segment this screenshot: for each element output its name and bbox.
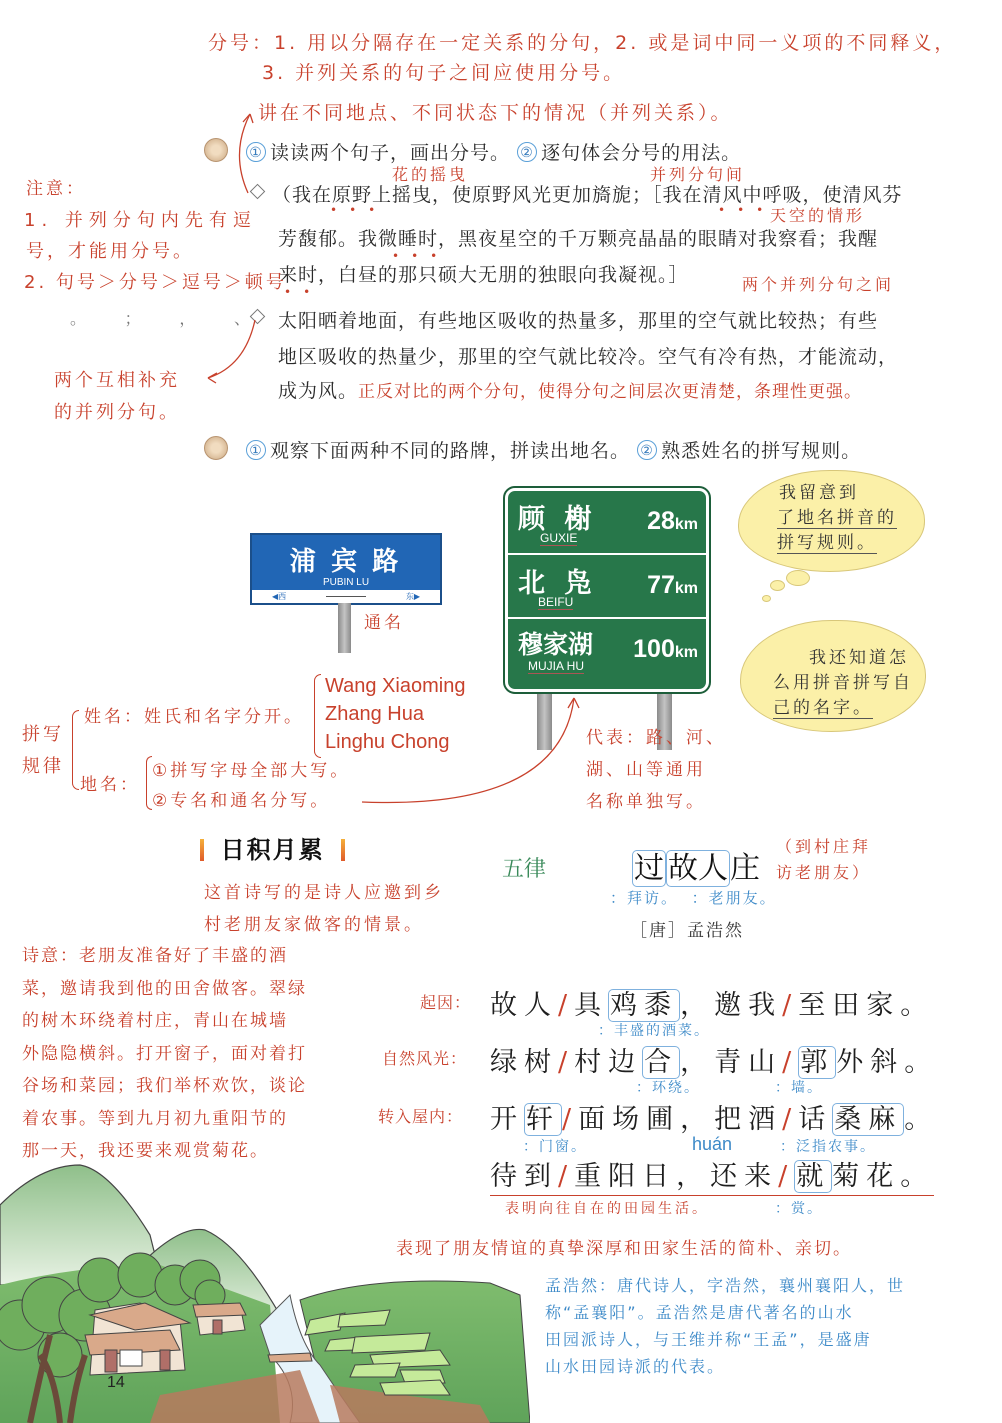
- gloss-red: 表明向往自在的田园生活。: [505, 1201, 709, 1217]
- highway-sign-row: 北 凫 BEIFU 77km: [508, 555, 706, 619]
- highway-sign: [505, 488, 709, 692]
- poem-line: 故人/具鸡黍，邀我/至田家。: [490, 990, 935, 1021]
- street-name: 浦 宾 路: [289, 546, 403, 576]
- name-examples: Wang Xiaoming Zhang Hua Linghu Chong: [325, 675, 466, 753]
- gloss: ：泛指农事。: [780, 1139, 876, 1155]
- poem-title: 过 故人庄: [634, 851, 760, 886]
- exercise-badge-icon: [204, 436, 228, 460]
- thought-cloud: 我还知道怎 么用拼音拼写自 己的名字。: [740, 620, 926, 732]
- thought-bubble: [762, 595, 771, 602]
- author-bio: 孟浩然：唐代诗人，字浩然，襄州襄阳人，世 称“孟襄阳”。孟浩然是唐代著名的山水 田园派诗人，与王维并称“王孟”，是盛唐 山水田园诗派的代表。: [545, 1276, 906, 1376]
- place-rule1: ①拼写字母全部大写。: [152, 761, 351, 781]
- gloss: ：墙。: [775, 1080, 823, 1096]
- line-label: 自然风光：: [382, 1049, 468, 1068]
- annotation-sky: 天空的情形: [770, 206, 866, 225]
- complement-note-line2: 的并列分句。: [54, 402, 180, 423]
- poem-intro-line2: 村老朋友家做客的情景。: [204, 915, 424, 935]
- title-note: （到村庄拜 访老朋友）: [776, 837, 872, 882]
- highway-sign-row: 穆家湖 MUJIA HU 100km: [518, 631, 698, 673]
- place-rule2: ②专名和通名分写。: [152, 791, 331, 811]
- sentence1-line2: 芳馥郁。我微睡时，黑夜星空的千万颗亮晶晶的眼睛对我察看；我醒: [278, 228, 879, 250]
- exercise-badge-icon: [204, 138, 228, 162]
- attention-item1-line2: 号，才能用分号。: [26, 241, 194, 262]
- sign-pole: [338, 603, 351, 653]
- attention-item1-line1: 1. 并列分句内先有逗: [24, 210, 257, 231]
- annotation-common-name: 通名: [364, 613, 404, 633]
- sentence2-line2: 地区吸收的热量少，那里的空气就比较冷。空气有冷有热，才能流动，: [278, 346, 899, 368]
- poem-line: 开轩/面场圃，把酒/话桑麻。: [490, 1104, 939, 1135]
- page-number: 14: [107, 1374, 125, 1391]
- sentence1-line3: 来时，白昼的那只硕大无朋的独眼向我凝视。］: [278, 264, 689, 286]
- emphasis-dots: •••: [392, 249, 450, 263]
- thought-bubble: [786, 570, 810, 586]
- village-landscape-illustration: [0, 1155, 530, 1423]
- instruction-text: 读读两个句子，画出分号。: [270, 142, 511, 164]
- step-number: ①: [246, 142, 266, 162]
- annotation-between-clauses: 并列分句间: [650, 165, 746, 184]
- highway-sign-row: 顾 榭 GUXIE 28km: [508, 491, 706, 555]
- poem-form: 五律: [502, 857, 547, 882]
- step-number: ②: [517, 142, 537, 162]
- poem-summary: 表现了朋友情谊的真挚深厚和田家生活的简朴、亲切。: [396, 1239, 852, 1259]
- semicolon-definition-line1: 分号：1. 用以分隔存在一定关系的分句，2. 或是词中同一义项的不同释义，: [208, 32, 957, 54]
- title-bar-decoration: [341, 839, 345, 861]
- attention-title: 注意：: [26, 179, 86, 199]
- annotation-flower-sway: 花的摇曳: [392, 165, 469, 184]
- title-gloss: ：拜访。 ：老朋友。: [610, 889, 777, 907]
- parallel-relation-note: 讲在不同地点、不同状态下的情况（并列关系）。: [258, 102, 733, 124]
- gloss: ：环绕。: [636, 1080, 700, 1096]
- thought-bubble: [770, 580, 785, 591]
- spelling-rules-title-line2: 规律: [22, 756, 64, 777]
- pinyin-annotation: huán: [692, 1134, 733, 1154]
- gloss: ：赏。: [775, 1201, 823, 1217]
- gloss: ：门窗。: [523, 1139, 587, 1155]
- exercise1-instruction: [246, 138, 741, 165]
- punctuation-row: 。 ； ， 、: [70, 309, 250, 328]
- poem-author: ［唐］孟浩然: [630, 921, 744, 941]
- poem-line: 绿树/村边合，青山/郭外斜。: [490, 1047, 939, 1078]
- street-sign: [250, 533, 442, 605]
- complement-note-line1: 两个互相补充: [54, 370, 180, 391]
- sentence1-line1: （我在原野上摇曳，使原野风光更加旖旎；［我在清风中呼吸，使清风芬: [272, 184, 903, 206]
- instruction-text: 逐句体会分号的用法。: [541, 142, 742, 164]
- poem-intro-line1: 这首诗写的是诗人应邀到乡: [204, 883, 444, 903]
- curved-arrow-icon: [360, 690, 590, 810]
- annotation-two-clauses: 两个并列分句之间: [742, 275, 895, 294]
- place-label: 地名：: [80, 775, 140, 795]
- emphasis-dots: ••: [284, 285, 323, 299]
- contrast-note: 正反对比的两个分句，使得分句之间层次更清楚，条理性更强。: [358, 382, 863, 402]
- emphasis-dots: •••: [330, 203, 388, 217]
- exercise2-instruction: ① 观察下面两种不同的路牌，拼读出地名。 ② 熟悉姓名的拼写规则。: [246, 436, 861, 463]
- represent-note: 代表：路、河、 湖、山等通用 名称单独写。: [586, 728, 726, 812]
- poem-line: 待到/重阳日，还来/就菊花。: [490, 1154, 934, 1196]
- street-pinyin: PUBIN LU: [322, 577, 370, 588]
- semicolon-definition-line2: 3. 并列关系的句子之间应使用分号。: [262, 62, 626, 84]
- spelling-rules-title-line1: 拼写: [22, 724, 64, 745]
- gloss: ：丰盛的酒菜。: [598, 1023, 710, 1039]
- curved-arrow-icon: [200, 318, 260, 388]
- direction-strip: ◀西 东▶: [252, 590, 440, 603]
- poem-meaning: 诗意：老朋友准备好了丰盛的酒 菜，邀请我到他的田舍做客。翠绿 的树木环绕着村庄，青山在城墙 外隐隐横斜。打开窗子，面对着打 谷场和菜园；我们举杯欢饮，谈论 着农事。等到九月初九重阳节的 那一天，我还要来观赏菊花。: [22, 946, 307, 1161]
- brace: [72, 710, 79, 790]
- attention-item2: 2. 句号＞分号＞逗号＞顿号: [24, 272, 287, 293]
- line-label: 转入屋内：: [378, 1107, 464, 1126]
- name-rule: 姓名：姓氏和名字分开。: [84, 707, 304, 727]
- title-bar-decoration: [200, 839, 204, 861]
- brace: [314, 674, 321, 758]
- line-label: 起因：: [420, 993, 472, 1012]
- sentence2-line1: 太阳晒着地面，有些地区吸收的热量多，那里的空气就比较热；有些: [278, 310, 879, 332]
- thought-cloud: 我留意到 了地名拼音的 拼写规则。: [738, 470, 925, 572]
- section-title: 日积月累: [200, 830, 345, 865]
- emphasis-dots: •••: [718, 203, 776, 217]
- sentence2-line3: 成为风。正反对比的两个分句，使得分句之间层次更清楚，条理性更强。: [278, 380, 863, 402]
